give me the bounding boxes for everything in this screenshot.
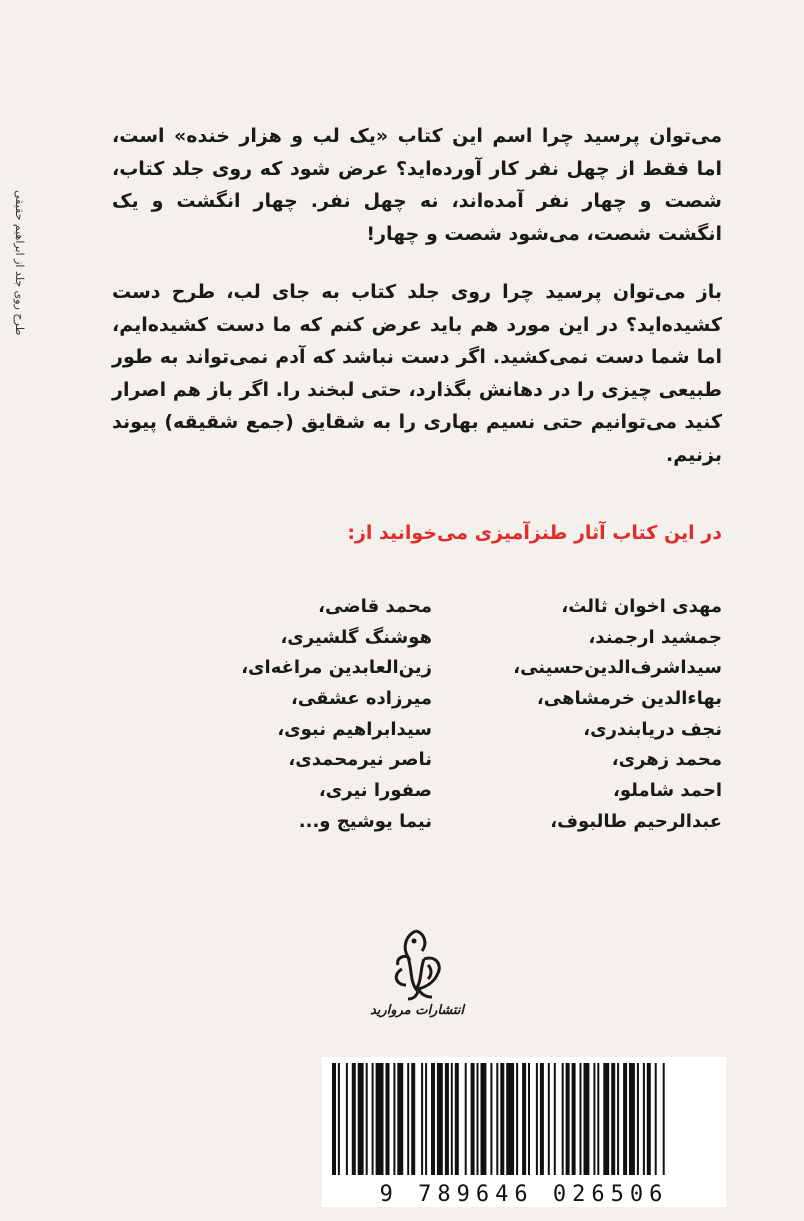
barcode-bar: [540, 1063, 544, 1175]
barcode-bar: [516, 1063, 518, 1175]
barcode-bar: [643, 1063, 645, 1175]
barcode-bar: [451, 1063, 453, 1175]
barcode-bar: [455, 1063, 459, 1175]
barcode-bar: [332, 1063, 336, 1175]
barcode-bar: [647, 1063, 651, 1175]
barcode-bar: [506, 1063, 514, 1175]
contributors-heading: در این کتاب آثار طنزآمیزی می‌خوانید از:: [347, 522, 722, 544]
contributor-name: سیداشرف‌الدین‌حسینی،: [513, 657, 722, 679]
list-item: [112, 596, 722, 627]
barcode-bars: [326, 1057, 722, 1175]
barcode-bar: [407, 1063, 409, 1175]
barcode-bar: [366, 1063, 368, 1175]
barcode-bar: [623, 1063, 627, 1175]
publisher-name: انتشارات مروارید: [369, 1003, 465, 1018]
list-item: [112, 780, 722, 811]
publisher-logo: [362, 925, 472, 1025]
barcode-bar: [548, 1063, 550, 1175]
barcode-bar: [346, 1063, 348, 1175]
barcode-bar: [554, 1063, 556, 1175]
contributor-name: عبدالرحیم طالبوف،: [550, 810, 722, 832]
barcode-bar: [431, 1063, 435, 1175]
barcode-bar: [584, 1063, 590, 1175]
list-item: [112, 627, 722, 658]
barcode-bar: [572, 1063, 576, 1175]
barcode-bar: [338, 1063, 340, 1175]
list-item: [112, 749, 722, 780]
barcode-bar: [522, 1063, 526, 1175]
barcode-bar: [500, 1063, 504, 1175]
barcode-bar: [629, 1063, 635, 1175]
barcode-bar: [372, 1063, 374, 1175]
contributor-name: محمد زهری،: [611, 749, 722, 771]
barcode-bar: [421, 1063, 423, 1175]
contributor-name: نجف دریابندری،: [583, 718, 722, 740]
barcode-bar: [663, 1063, 665, 1175]
contributor-name: بهاءالدین خرمشاهی،: [536, 688, 722, 710]
list-item: [112, 719, 722, 750]
barcode-bar: [496, 1063, 498, 1175]
barcode-bar: [593, 1063, 595, 1175]
barcode-bar: [481, 1063, 487, 1175]
barcode-bar: [536, 1063, 538, 1175]
barcode-bar: [445, 1063, 449, 1175]
barcode-bar: [393, 1063, 395, 1175]
contributor-name: ناصر نیرمحمدی،: [288, 749, 432, 771]
list-item: [112, 657, 722, 688]
barcode-bar: [611, 1063, 615, 1175]
barcode-bar: [603, 1063, 609, 1175]
contributor-name: زین‌العابدین مراغه‌ای،: [241, 657, 432, 679]
contributor-name: میرزاده عشقی،: [291, 688, 432, 710]
cover-design-credit: طرح روی جلد از ابراهیم حقیقی: [13, 189, 26, 335]
barcode-bar: [477, 1063, 479, 1175]
barcode-bar: [376, 1063, 384, 1175]
barcode-bar: [566, 1063, 570, 1175]
contributor-name: نیما یوشیج و...: [298, 810, 432, 832]
barcode-bar: [352, 1063, 356, 1175]
contributor-name: مهدی اخوان ثالث،: [561, 596, 722, 617]
contributor-name: صفورا نیری،: [318, 780, 432, 802]
barcode-bar: [617, 1063, 619, 1175]
list-item: [112, 688, 722, 719]
barcode-bar: [411, 1063, 415, 1175]
isbn-number: 9 789646 026506: [322, 1182, 726, 1207]
paragraph-1: می‌توان پرسید چرا اسم این کتاب «یک لب و هزار خنده» است، اما فقط از چهل نفر کار آورده‌اید؟ عرض شود که روی جلد کتاب، شصت و چهار نفر آمده‌اند، نه چهل نفر. چهار انگشت و یک انگشت شصت، می‌شود شصت و چهار!: [112, 125, 722, 245]
barcode-bar: [465, 1063, 467, 1175]
contributor-name: هوشنگ گلشیری،: [280, 626, 432, 648]
barcode-bar: [655, 1063, 657, 1175]
paragraph-2: باز می‌توان پرسید چرا روی جلد کتاب به جای لب، طرح دست کشیده‌اید؟ در این مورد هم باید عرض کنم که ما دست کشیده‌ایم، اما شما دست نمی‌کشید. اگر دست نباشد که آدم نمی‌تواند به طور طبیعی چیزی را در دهانش بگذارد، حتی لبخند را. اگر باز هم اصرار کنید می‌توانیم حتی نسیم بهاری را به شقایق (جمع شقیقه) پیوند بزنیم.: [112, 281, 722, 466]
contributor-name: احمد شاملو،: [613, 780, 722, 802]
barcode-bar: [528, 1063, 530, 1175]
barcode-bar: [358, 1063, 364, 1175]
contributor-name: محمد قاضی،: [318, 596, 432, 617]
list-item: [112, 811, 722, 842]
barcode-bar: [397, 1063, 403, 1175]
isbn-barcode: [322, 1057, 726, 1207]
barcode-bar: [490, 1063, 492, 1175]
barcode-bar: [471, 1063, 475, 1175]
contributor-name: جمشید ارجمند،: [588, 626, 722, 648]
barcode-bar: [386, 1063, 390, 1175]
barcode-bar: [437, 1063, 443, 1175]
barcode-bar: [597, 1063, 599, 1175]
barcode-bar: [580, 1063, 582, 1175]
contributor-name: سیدابراهیم نبوی،: [277, 718, 432, 740]
contributors-list: [112, 596, 722, 842]
barcode-bar: [562, 1063, 564, 1175]
barcode-bar: [637, 1063, 639, 1175]
barcode-bar: [425, 1063, 427, 1175]
